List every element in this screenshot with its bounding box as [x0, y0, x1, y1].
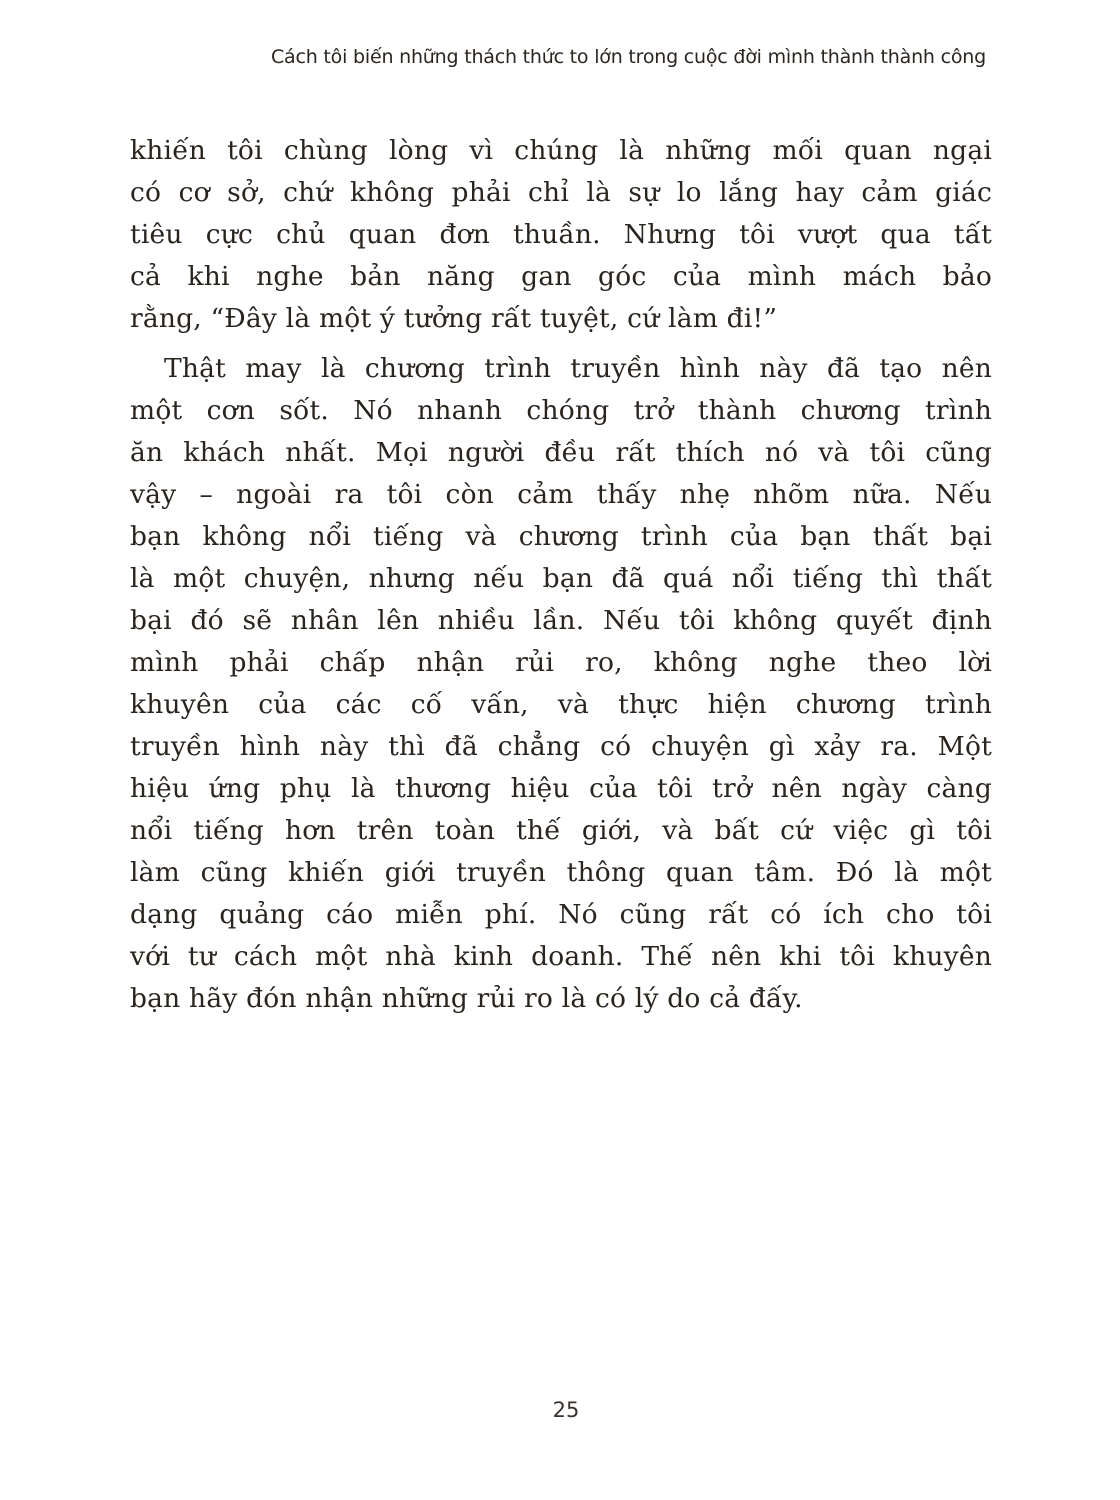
text-line: Thật may là chương trình truyền hình này đã tạo nên: [164, 353, 992, 384]
page-number: 25: [552, 1398, 580, 1422]
text-line: với tư cách một nhà kinh doanh. Thế nên khi tôi khuyên: [130, 941, 992, 972]
text-line: ăn khách nhất. Mọi người đều rất thích nó và tôi cũng: [130, 437, 992, 468]
text-line: tiêu cực chủ quan đơn thuần. Nhưng tôi vượt qua tất: [130, 219, 992, 250]
text-line: hiệu ứng phụ là thương hiệu của tôi trở nên ngày càng: [130, 773, 992, 804]
body-text: [130, 130, 992, 1020]
paragraph: [130, 348, 992, 1020]
text-line: mình phải chấp nhận rủi ro, không nghe theo lời: [130, 647, 992, 678]
text-line: vậy – ngoài ra tôi còn cảm thấy nhẹ nhõm nữa. Nếu: [130, 479, 992, 510]
text-line: truyền hình này thì đã chẳng có chuyện gì xảy ra. Một: [130, 731, 992, 762]
text-line: một cơn sốt. Nó nhanh chóng trở thành chương trình: [130, 395, 992, 426]
text-line: rằng, “Đây là một ý tưởng rất tuyệt, cứ làm đi!”: [130, 303, 778, 334]
text-line: làm cũng khiến giới truyền thông quan tâm. Đó là một: [130, 857, 992, 888]
text-line: bại đó sẽ nhân lên nhiều lần. Nếu tôi không quyết định: [130, 605, 992, 636]
text-line: khiến tôi chùng lòng vì chúng là những mối quan ngại: [130, 135, 992, 166]
text-line: bạn hãy đón nhận những rủi ro là có lý do cả đấy.: [130, 983, 803, 1014]
text-line: dạng quảng cáo miễn phí. Nó cũng rất có ích cho tôi: [130, 899, 992, 930]
text-line: có cơ sở, chứ không phải chỉ là sự lo lắng hay cảm giác: [130, 177, 992, 208]
text-line: khuyên của các cố vấn, và thực hiện chương trình: [130, 689, 992, 720]
text-line: cả khi nghe bản năng gan góc của mình mách bảo: [130, 261, 992, 292]
text-line: là một chuyện, nhưng nếu bạn đã quá nổi tiếng thì thất: [130, 563, 992, 594]
paragraph: [130, 130, 992, 340]
text-line: nổi tiếng hơn trên toàn thế giới, và bất cứ việc gì tôi: [130, 815, 992, 846]
running-header: Cách tôi biến những thách thức to lớn trong cuộc đời mình thành thành công: [270, 46, 986, 68]
text-line: bạn không nổi tiếng và chương trình của bạn thất bại: [130, 521, 992, 552]
